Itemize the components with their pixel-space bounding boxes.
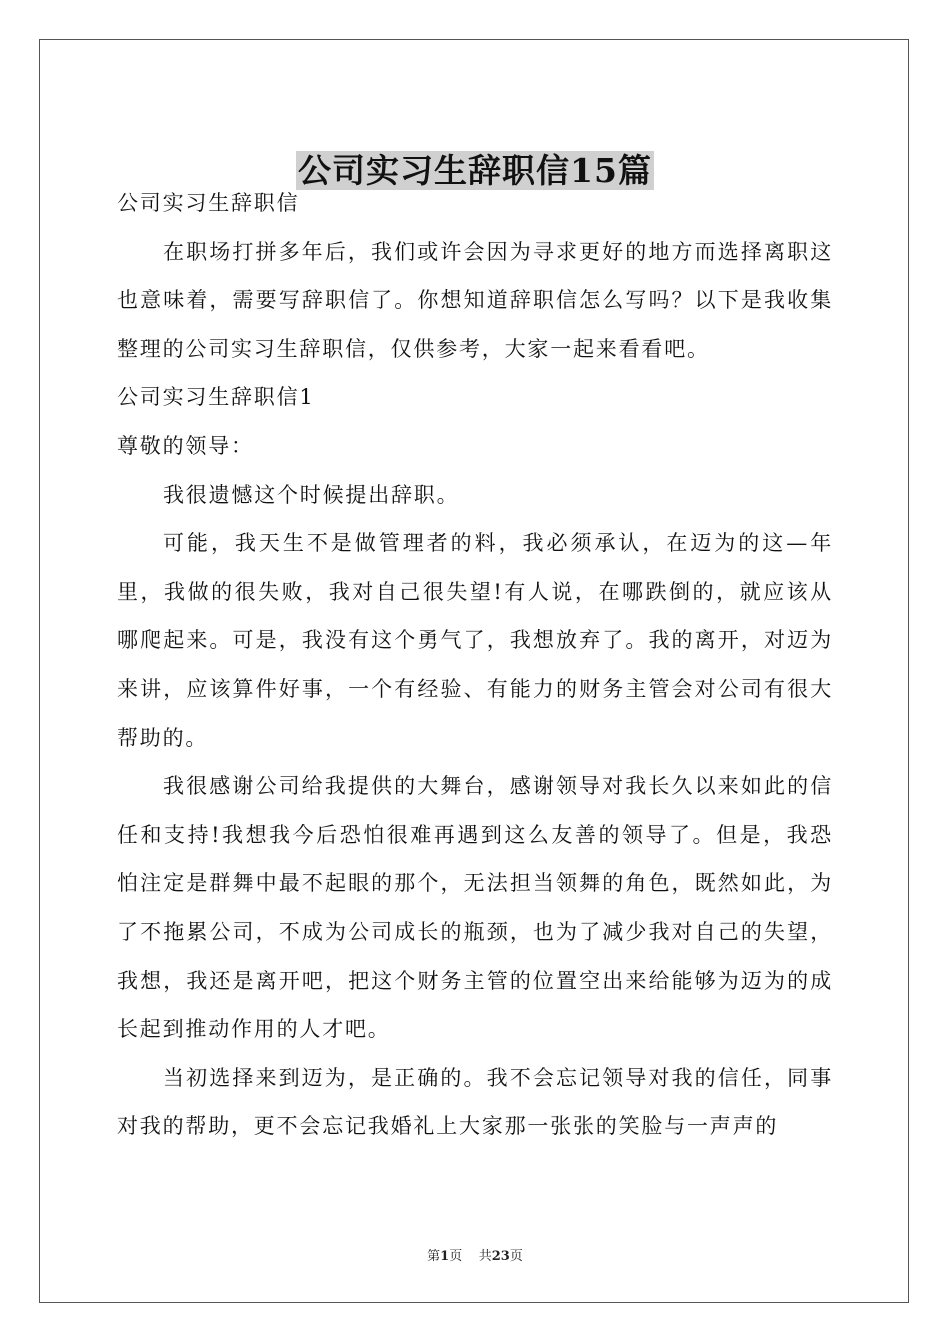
footer-total-prefix: 共	[478, 1249, 492, 1264]
page-footer	[0, 1245, 950, 1264]
paragraph: 我很感谢公司给我提供的大舞台，感谢领导对我长久以来如此的信任和支持!我想我今后恐怕很难再遇到这么友善的领导了。但是，我恐怕注定是群舞中最不起眼的那个，无法担当领舞的角色，既然如此，为了不拖累公司，不成为公司成长的瓶颈，也为了减少我对自己的失望，我想，我还是离开吧，把这个财务主管的位置空出来给能够为迈为的成长起到推动作用的人才吧。	[117, 774, 833, 1042]
footer-page-suffix: 页	[449, 1249, 463, 1264]
document-body	[117, 179, 833, 1151]
document-title-text: 公司实习生辞职信15篇	[298, 151, 652, 191]
paragraph: 我很遗憾这个时候提出辞职。	[163, 482, 460, 507]
paragraph: 尊敬的领导：	[117, 433, 254, 458]
paragraph: 可能，我天生不是做管理者的料，我必须承认，在迈为的这—年里，我做的很失败，我对自己很失望!有人说，在哪跌倒的，就应该从哪爬起来。可是，我没有这个勇气了，我想放弃了。我的离开，对迈为来讲，应该算件好事，一个有经验、有能力的财务主管会对公司有很大帮助的。	[117, 531, 833, 750]
paragraph: 当初选择来到迈为，是正确的。我不会忘记领导对我的信任，同事对我的帮助，更不会忘记我婚礼上大家那一张张的笑脸与一声声的	[117, 1065, 833, 1139]
paragraph: 公司实习生辞职信1	[117, 385, 315, 410]
footer-prefix: 第	[427, 1249, 441, 1264]
footer-page-number: 1	[440, 1249, 450, 1264]
footer-total-pages: 23	[491, 1249, 510, 1264]
paragraph: 公司实习生辞职信	[117, 191, 300, 215]
footer-total-suffix: 页	[509, 1249, 523, 1264]
paragraph: 在职场打拼多年后，我们或许会因为寻求更好的地方而选择离职这也意味着，需要写辞职信了。你想知道辞职信怎么写吗？以下是我收集整理的公司实习生辞职信，仅供参考，大家一起来看看吧。	[117, 239, 833, 361]
